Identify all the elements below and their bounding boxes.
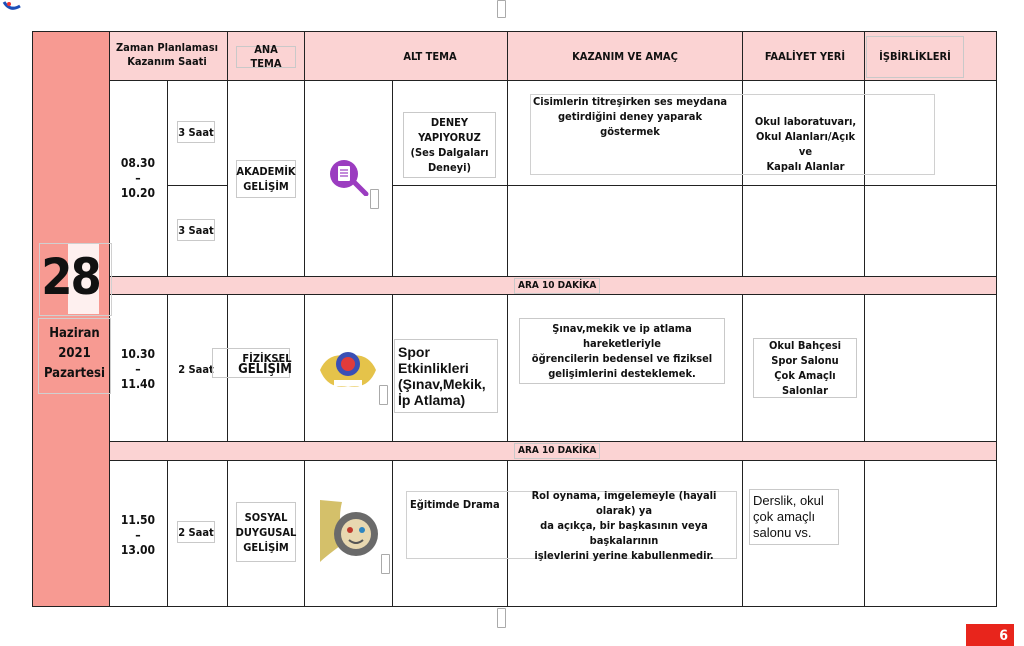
- header-alt-tema: ALT TEMA: [403, 50, 457, 63]
- row1-duration-1: 3 Saat: [177, 121, 215, 143]
- row2-alt-tema: Spor Etkinlikleri (Şınav,Mekik, İp Atlama): [394, 339, 498, 413]
- row2-duration: 2 Saat: [177, 358, 215, 380]
- row1-duration-2: 3 Saat: [177, 219, 215, 241]
- row1-image-handle[interactable]: [370, 189, 379, 209]
- page-number: 6: [999, 628, 1008, 644]
- header-ana-tema: ANA TEMA: [236, 46, 296, 68]
- row2-ana-tema-overlay: FİZİKSEL: [242, 352, 292, 365]
- sports-logo-icon: [318, 342, 378, 394]
- row1-alt-tema: DENEY YAPIYORUZ (Ses Dalgaları Deneyi): [403, 112, 496, 178]
- row2-kazanim: Şınav,mekik ve ip atlama hareketleriyle öğrencilerin bedensel ve fiziksel gelişimlerini desteklemek.: [519, 318, 725, 384]
- header-isbirlik: İŞBİRLİKLERİ: [866, 36, 964, 78]
- break-label-1: ARA 10 DAKİKA: [514, 278, 600, 294]
- date-day: 28: [41, 248, 100, 306]
- row2-faaliyet: Okul Bahçesi Spor Salonu Çok Amaçlı Salonlar: [753, 338, 857, 398]
- break-label-2: ARA 10 DAKİKA: [514, 443, 600, 459]
- header-kazanim: KAZANIM VE AMAÇ: [572, 50, 678, 63]
- date-month: Haziran: [49, 326, 100, 341]
- row1-faaliyet: Okul laboratuvarı, Okul Alanları/Açık ve Kapalı Alanlar: [754, 115, 857, 173]
- row3-duration: 2 Saat: [177, 521, 215, 543]
- row3-time: 11.50 – 13.00: [120, 504, 156, 566]
- header-faaliyet: FAALİYET YERİ: [764, 50, 846, 63]
- row1-kazanim: Cisimlerin titreşirken ses meydana getirdiğini deney yaparak göstermek: [532, 94, 728, 138]
- header-zaman: Zaman Planlaması Kazanım Saati: [115, 41, 219, 68]
- corner-logo-icon: [0, 0, 24, 14]
- row3-image-handle[interactable]: [381, 554, 390, 574]
- date-weekday: Pazartesi: [43, 366, 106, 381]
- date-year: 2021: [58, 346, 91, 361]
- row2-image-handle[interactable]: [379, 385, 388, 405]
- row1-time: 08.30 – 10.20: [120, 148, 156, 208]
- bottom-resize-handle[interactable]: [497, 608, 506, 628]
- book-search-icon: [326, 156, 370, 196]
- drama-masks-icon: [316, 496, 382, 568]
- top-resize-handle[interactable]: [497, 0, 506, 18]
- row3-faaliyet: Derslik, okul çok amaçlı salonu vs.: [749, 489, 839, 545]
- row3-alt-tema: Eğitimde Drama: [410, 498, 500, 511]
- row2-ana-tema: GELİŞİM: [238, 362, 292, 377]
- row3-kazanim: Rol oynama, imgelemeyle (hayali olarak) ya da açıkça, bir başkasının veya başkalarının işlevlerini yerine kabullenmedir.: [531, 488, 717, 562]
- row2-time: 10.30 – 11.40: [120, 338, 156, 400]
- row1-ana-tema: AKADEMİK GELİŞİM: [236, 160, 296, 198]
- row3-ana-tema: SOSYAL DUYGUSAL GELİŞİM: [236, 502, 296, 562]
